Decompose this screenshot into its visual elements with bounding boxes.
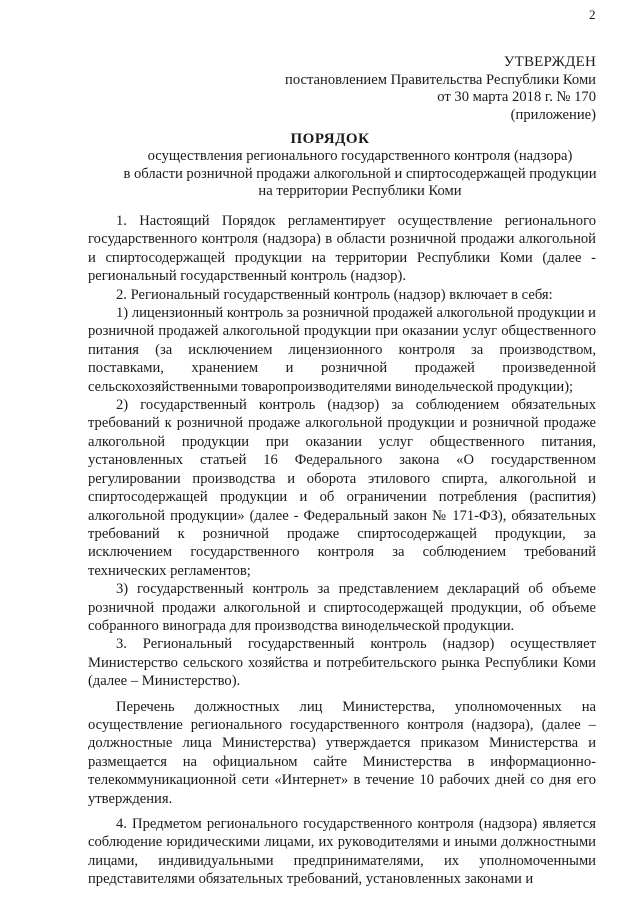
paragraph-3: 3. Региональный государственный контроль (надзор) осуществляет Министерство сельского хозяйства и потребительского рынка Республики Коми (далее – Министерство). <box>88 636 596 690</box>
approval-title: УТВЕРЖДЕН <box>503 54 596 70</box>
subtitle-line: осуществления регионального государственного контроля (надзора) <box>147 148 573 164</box>
paragraph-2-item-1: 1) лицензионный контроль за розничной продажей алкогольной продукции и розничной продажей алкогольной продукции при оказании услуг общественного питания (за исключением лицензионного контроля за производством, поставками, хранением и розничной продажей произведенной сельскохозяйственными товаропроизводителями винодельческой продукции); <box>88 305 596 395</box>
paragraph-2: 2. Региональный государственный контроль (надзор) включает в себя: <box>116 286 553 303</box>
approval-stamp <box>285 54 596 124</box>
page-number: 2 <box>589 7 596 22</box>
paragraph-2-item-2: 2) государственный контроль (надзор) за соблюдением обязательных требований к розничной продаже алкогольной продукции и розничной продаже алкогольной продукции при оказании услуг общественного питания, установленных статьей 16 Федерального закона «О государственном регулировании производства и оборота этилового спирта, алкогольной и спиртосодержащей продукции и об ограничении потребления (распития) алкогольной продукции» (далее - Федеральный закон № 171-ФЗ), обязательных требований к розничной продаже спиртосодержащей продукции, за исключением государственного контроля за соблюдением требований технических регламентов; <box>88 397 596 579</box>
paragraph-3-officials: Перечень должностных лиц Министерства, уполномоченных на осуществление регионального государственного контроля (надзора), (далее – должностные лица Министерства) утверждается приказом Министерства и размещается на официальном сайте Министерства в информационно-телекоммуникационной сети «Интернет» в течение 10 рабочих дней со дня его утверждения. <box>88 698 596 807</box>
approval-date: от 30 марта 2018 г. № 170 <box>437 89 596 105</box>
subtitle-line: на территории Республики Коми <box>258 183 462 199</box>
approval-decree: постановлением Правительства Республики Коми <box>285 71 596 88</box>
paragraph-2-item-3: 3) государственный контроль за представлением деклараций об объеме розничной продажи алкогольной и спиртосодержащей продукции, об объеме собранного винограда для производства винодельческой продукции. <box>88 581 596 634</box>
paragraph-4: 4. Предметом регионального государственного контроля (надзора) является соблюдение юридическими лицами, их руководителями и иными должностными лицами, индивидуальными предпринимателями, их уполномоченными представителями обязательных требований, установленных законами и <box>88 816 596 888</box>
document-subtitle <box>60 148 640 201</box>
approval-appendix: (приложение) <box>510 106 596 123</box>
paragraph-1: 1. Настоящий Порядок регламентирует осуществление регионального государственного контроля (надзора) в области розничной продажи алкогольной и спиртосодержащей продукции на территории Республики Коми (далее - региональный государственный контроль (надзор). <box>88 213 596 285</box>
document-title: ПОРЯДОК <box>290 131 370 147</box>
document-body <box>88 212 596 889</box>
subtitle-line: в области розничной продажи алкогольной и спиртосодержащей продукции <box>123 165 597 182</box>
